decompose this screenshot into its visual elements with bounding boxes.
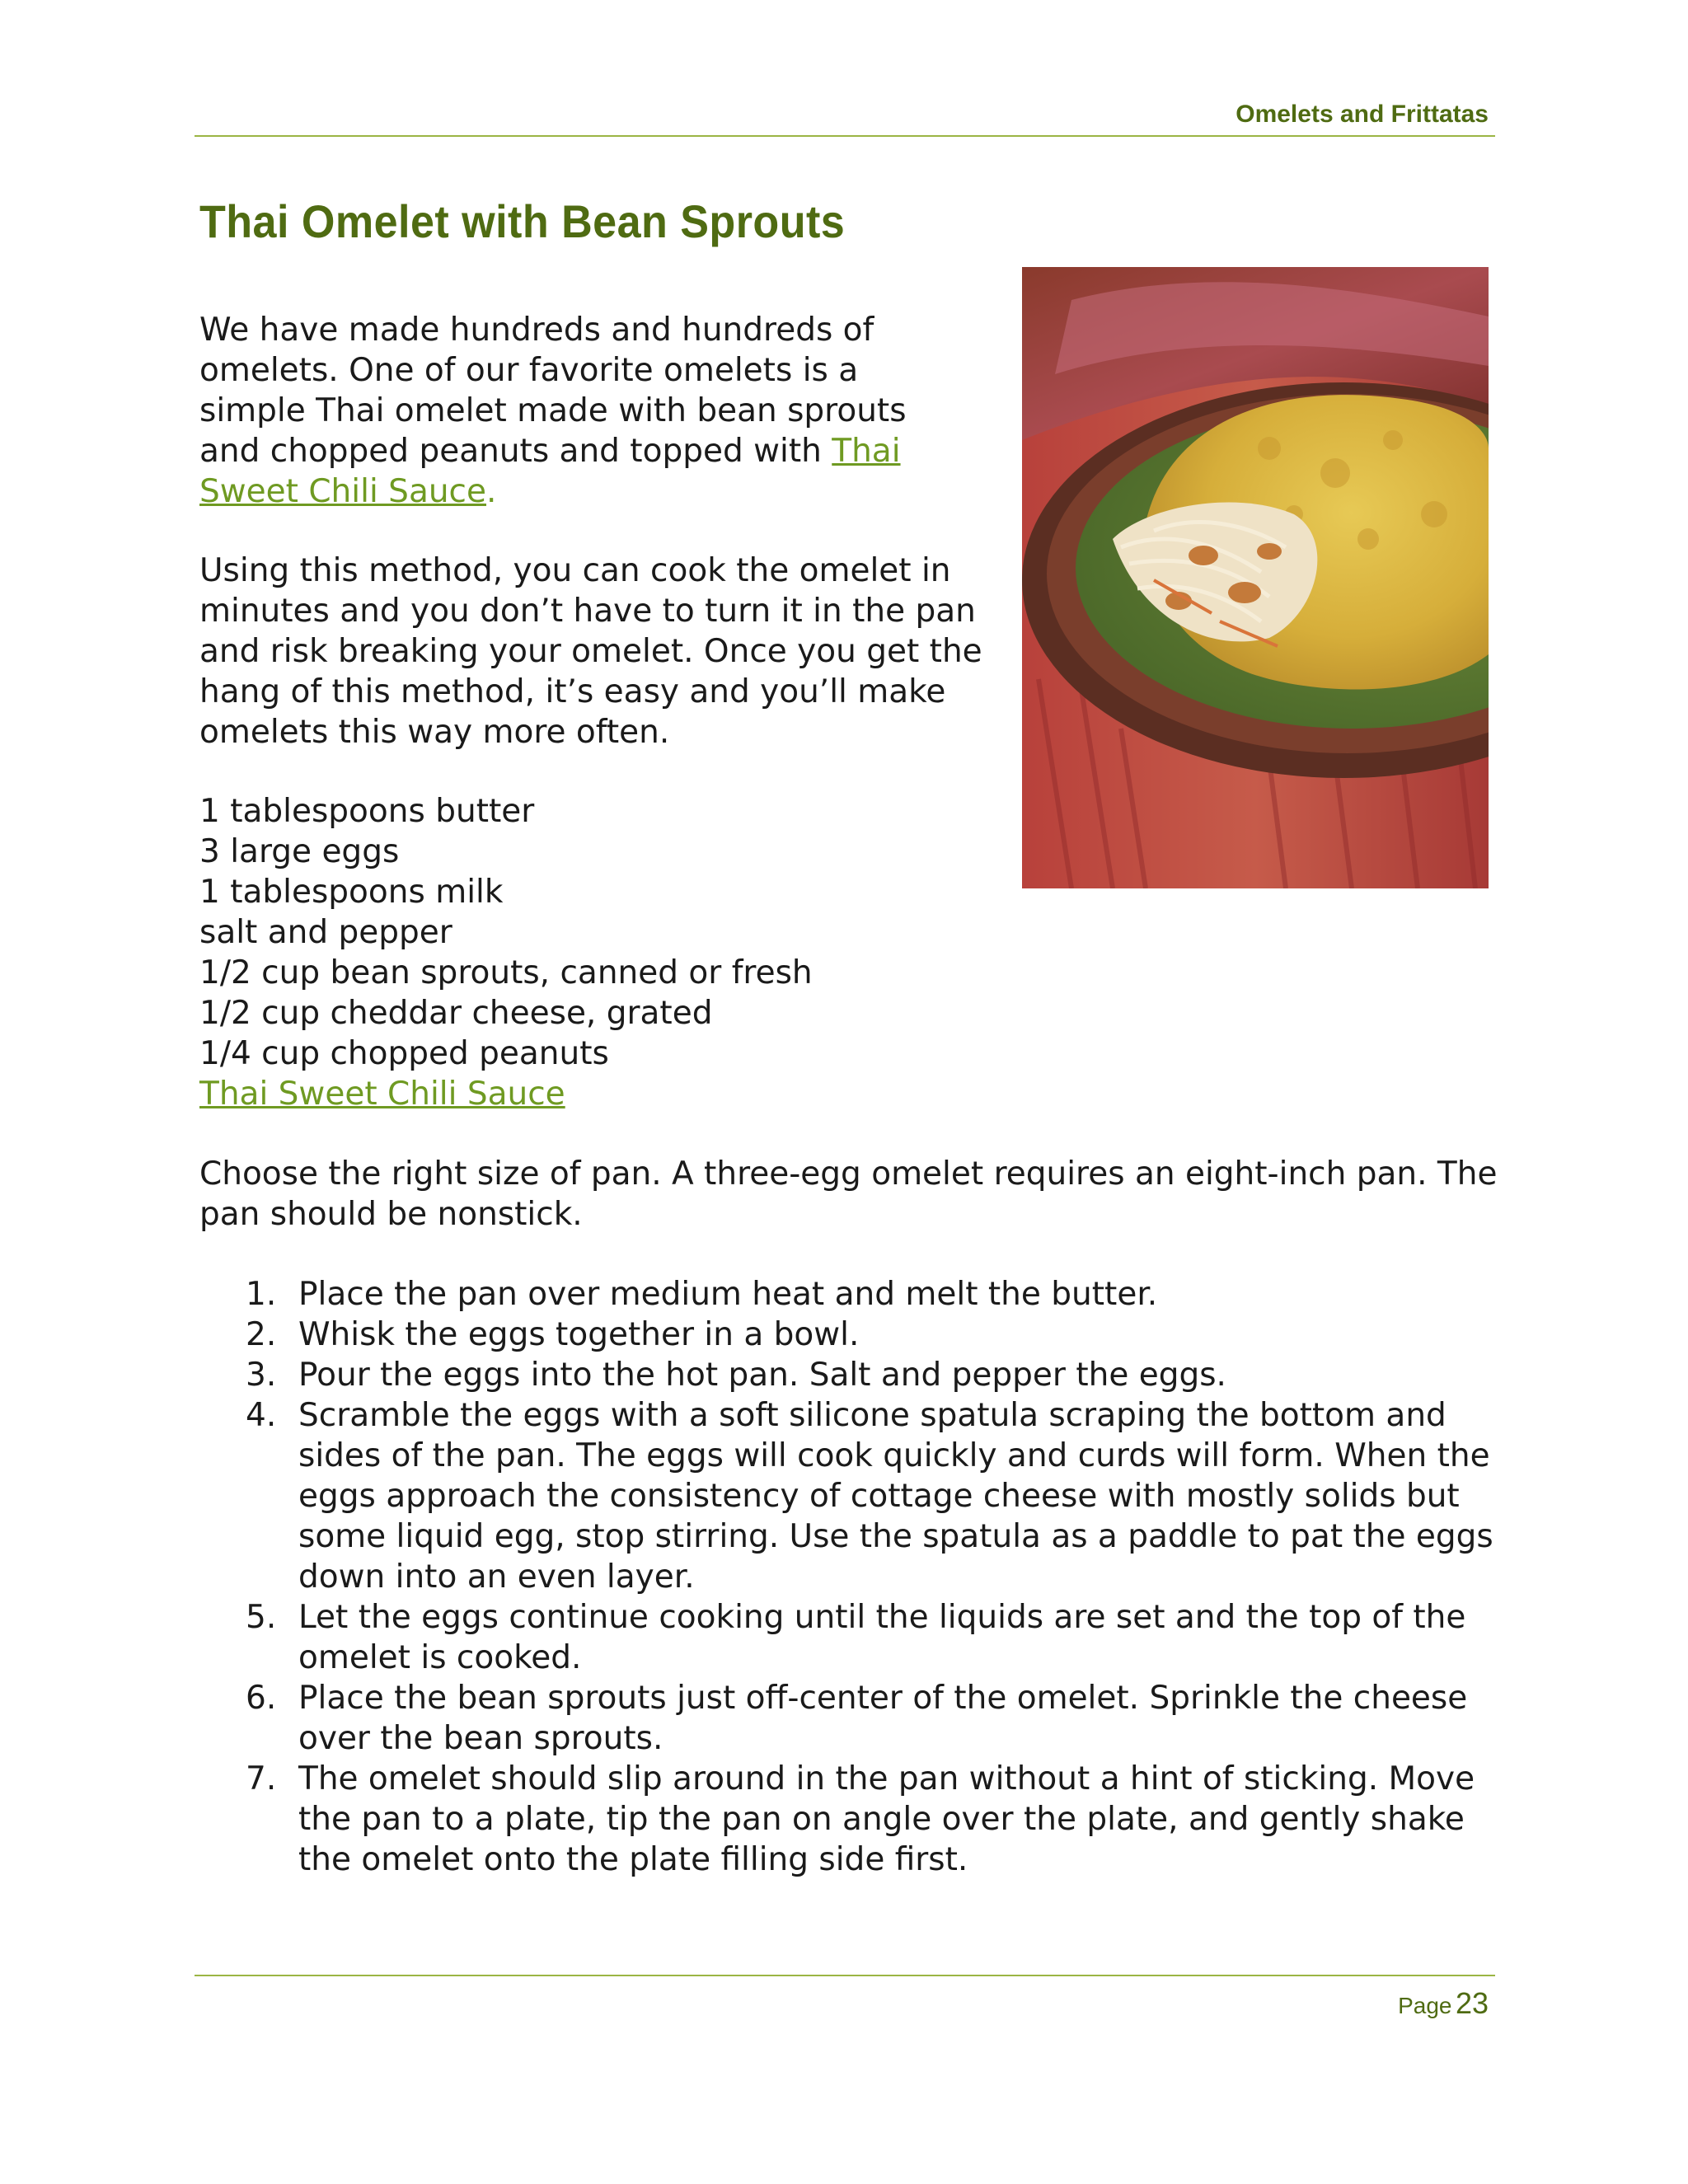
step-item	[199, 1759, 1502, 1880]
omelet-photo	[1022, 267, 1489, 888]
page-title: Thai Omelet with Bean Sprouts	[199, 195, 846, 247]
step-text: Place the pan over medium heat and melt the butter.	[298, 1276, 1158, 1313]
intro-period: .	[486, 473, 497, 510]
step-item	[199, 1274, 1502, 1315]
pan-note: Choose the right size of pan. A three-egg omelet requires an eight-inch pan. The pan should be nonstick.	[199, 1155, 1498, 1233]
ingredient-item-link-row	[199, 1074, 813, 1114]
step-item	[199, 1355, 1502, 1395]
step-item	[199, 1315, 1502, 1355]
step-number: 2.	[246, 1316, 277, 1353]
step-text: Scramble the eggs with a soft silicone spatula scraping the bottom and sides of the pan. The eggs will cook quickly and curds will form. When the eggs approach the consistency of cottage cheese with mostly solids but some liquid egg, stop stirring. Use the spatula as a paddle to pat the eggs down into an even layer.	[298, 1397, 1493, 1596]
step-number: 4.	[246, 1397, 277, 1434]
step-number: 7.	[246, 1760, 277, 1797]
step-number: 1.	[246, 1276, 277, 1313]
step-item	[199, 1678, 1502, 1759]
step-item	[199, 1395, 1502, 1597]
thai-sweet-chili-sauce-link[interactable]: Thai Sweet Chili Sauce	[199, 433, 901, 510]
step-text: Pour the eggs into the hot pan. Salt and pepper the eggs.	[298, 1357, 1226, 1394]
intro-paragraph-1	[199, 310, 966, 512]
header-divider	[195, 135, 1495, 137]
instruction-steps	[199, 1274, 1502, 1880]
intro-text: We have made hundreds and hundreds of omelets. One of our favorite omelets is a simple Thai omelet made with bean sprouts and chopped peanuts and topped with	[199, 312, 907, 470]
page-footer	[1398, 1986, 1489, 2021]
step-number: 5.	[246, 1599, 277, 1636]
ingredient-item: 1/4 cup chopped peanuts	[199, 1035, 609, 1072]
ingredient-item: 1 tablespoons milk	[199, 874, 504, 911]
step-number: 6.	[246, 1680, 277, 1717]
ingredient-item: 1/2 cup cheddar cheese, grated	[199, 995, 713, 1032]
omelet-photo-illustration	[1022, 267, 1489, 888]
intro-paragraph-2: Using this method, you can cook the omelet in minutes and you don’t have to turn it in the pan and risk breaking your omelet. Once you get the hang of this method, it’s easy and you’ll make omelets this way more often.	[199, 552, 982, 751]
ingredient-item: 1/2 cup bean sprouts, canned or fresh	[199, 954, 813, 991]
ingredient-list	[199, 791, 813, 1114]
ingredient-item: salt and pepper	[199, 914, 452, 951]
thai-sweet-chili-sauce-ingredient-link[interactable]: Thai Sweet Chili Sauce	[199, 1076, 565, 1113]
step-number: 3.	[246, 1357, 277, 1394]
step-text: Place the bean sprouts just off-center of the omelet. Sprinkle the cheese over the bean sprouts.	[298, 1680, 1468, 1757]
page-word: Page	[1398, 1993, 1452, 2018]
step-item	[199, 1597, 1502, 1678]
step-text: The omelet should slip around in the pan without a hint of sticking. Move the pan to a plate, tip the pan on angle over the plate, and gently shake the omelet onto the plate filling side first.	[298, 1760, 1475, 1878]
page-number: 23	[1455, 1986, 1489, 2020]
footer-divider	[195, 1975, 1495, 1976]
ingredient-item: 1 tablespoons butter	[199, 793, 535, 830]
section-header: Omelets and Frittatas	[1236, 101, 1489, 128]
ingredient-item: 3 large eggs	[199, 833, 400, 870]
step-text: Let the eggs continue cooking until the liquids are set and the top of the omelet is cooked.	[298, 1599, 1466, 1676]
step-text: Whisk the eggs together in a bowl.	[298, 1316, 860, 1353]
